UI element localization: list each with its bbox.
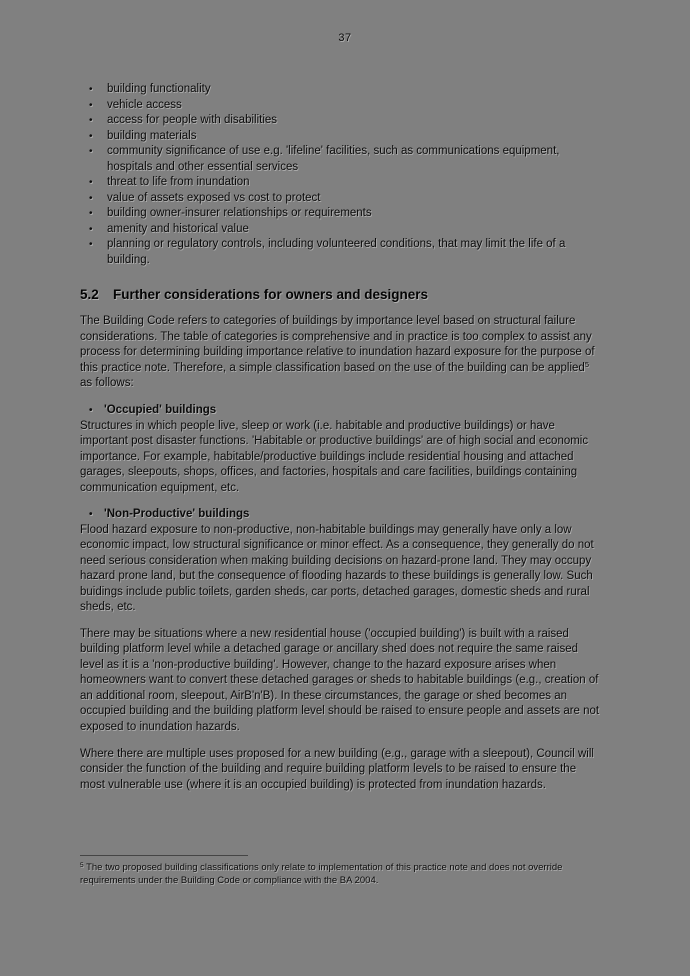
bullet-text: building owner-insurer relationships or requirements [107, 207, 372, 219]
bullet-icon: • [89, 223, 93, 235]
building-type-title-row [80, 507, 604, 523]
bullet-text: planning or regulatory controls, including volunteered conditions, that may limit the life of a building. [107, 238, 566, 266]
footnote-marker: 5 [80, 862, 84, 869]
building-type-title-row [80, 403, 604, 419]
bullet-icon: • [89, 99, 93, 111]
bullet-icon: • [89, 405, 93, 417]
bullet-icon: • [89, 84, 93, 95]
bullet-icon: • [89, 239, 93, 250]
bullet-icon: • [89, 177, 93, 188]
intro-text: The Building Code refers to categories of buildings by importance level based on structural failure considerations. The table of categories is comprehensive and in practice is too complex to assist any process for determining building importance relative to inundation hazard exposure for the purpose of this practice note. Therefore, a simple classification based on the use of the building can be applied [80, 315, 595, 374]
section-title: Further considerations for owners and designers [113, 287, 429, 302]
list-item [80, 206, 604, 222]
footnote [80, 855, 610, 887]
bullet-icon: • [89, 130, 93, 142]
section-number: 5.2 [80, 287, 99, 302]
bullet-text: community significance of use e.g. 'lifeline' facilities, such as communications equipment, hospitals and other essential services [107, 145, 560, 173]
bullet-icon: • [89, 208, 93, 219]
footnote-divider [80, 855, 248, 856]
page-number: 37 [338, 32, 352, 44]
list-item [80, 191, 604, 207]
bullet-text: value of assets exposed vs cost to protect [107, 191, 321, 204]
list-item [80, 82, 604, 98]
list-item [80, 129, 604, 145]
bullet-text: building materials [107, 129, 197, 142]
bullet-text: threat to life from inundation [107, 176, 250, 188]
list-item [80, 113, 604, 129]
body-paragraph: Where there are multiple uses proposed for a new building (e.g., garage with a sleepout), Council will consider the function of the building and require building platform levels to be raised to ensure the most vulnerable use (where it is an occupied building) is protected from inundation hazards. [80, 747, 594, 791]
list-item [80, 237, 604, 268]
bullet-icon: • [89, 509, 93, 521]
bullet-text: access for people with disabilities [107, 114, 278, 126]
bullet-icon: • [89, 192, 93, 204]
bullet-text: vehicle access [107, 98, 182, 111]
footnote-ref: 5 [584, 359, 589, 369]
building-type-body: Flood hazard exposure to non-productive, non-habitable buildings may generally have only a low economic impact, low structural significance or minor effect. As a consequence, they generally do not need serious consideration when making building decisions on hazard-prone land. They may occupy hazard prone land, but the consequence of flooding hazards to these buildings is generally low. Such buidings include public toilets, garden sheds, car ports, detached garages, domestic sheds and rural sheds, etc. [80, 523, 594, 614]
section-heading [80, 286, 604, 303]
bullet-text: amenity and historical value [107, 222, 249, 235]
list-item [80, 144, 604, 175]
building-type-occupied [80, 403, 604, 496]
footnote-text-line [80, 861, 610, 887]
list-item [80, 98, 604, 114]
intro-text-after: as follows: [80, 377, 134, 390]
consideration-bullet-list [80, 82, 604, 268]
list-item [80, 222, 604, 238]
list-item [80, 175, 604, 191]
intro-paragraph [80, 314, 604, 392]
building-type-title: 'Occupied' buildings [104, 404, 217, 417]
building-type-body: Structures in which people live, sleep or work (i.e. habitable and productive buildings) or have important post disaster functions. 'Habitable or productive buildings' are of high social and economic importance. For example, habitable/productive buildings include residential housing and attached garages, sleepouts, shops, offices, and factories, hospitals and care facilities, buildings containing communication equipment, etc. [80, 419, 589, 494]
footnote-text: The two proposed building classifications only relate to implementation of this practice note and does not override requirements under the Building Code or compliance with the BA 2004. [80, 862, 563, 886]
building-type-title: 'Non-Productive' buildings [104, 508, 250, 521]
bullet-text: building functionality [107, 83, 211, 95]
bullet-icon: • [89, 146, 93, 157]
body-paragraph: There may be situations where a new residential house ('occupied building') is built with a raised building platform level while a detached garage or ancillary shed does not require the same raised level as it is a 'non-productive building'. However, change to the hazard exposure arises when homeowners want to convert these detached garages or sheds to habitable buildings (e.g., creation of an additional room, sleepout, AirB'n'B). In these circumstances, the garage or shed becomes an occupied building and the building platform level should be raised to ensure people and assets are not exposed to inundation hazards. [80, 627, 600, 733]
bullet-icon: • [89, 115, 93, 126]
page-content [80, 82, 604, 793]
building-type-non-productive [80, 507, 604, 616]
